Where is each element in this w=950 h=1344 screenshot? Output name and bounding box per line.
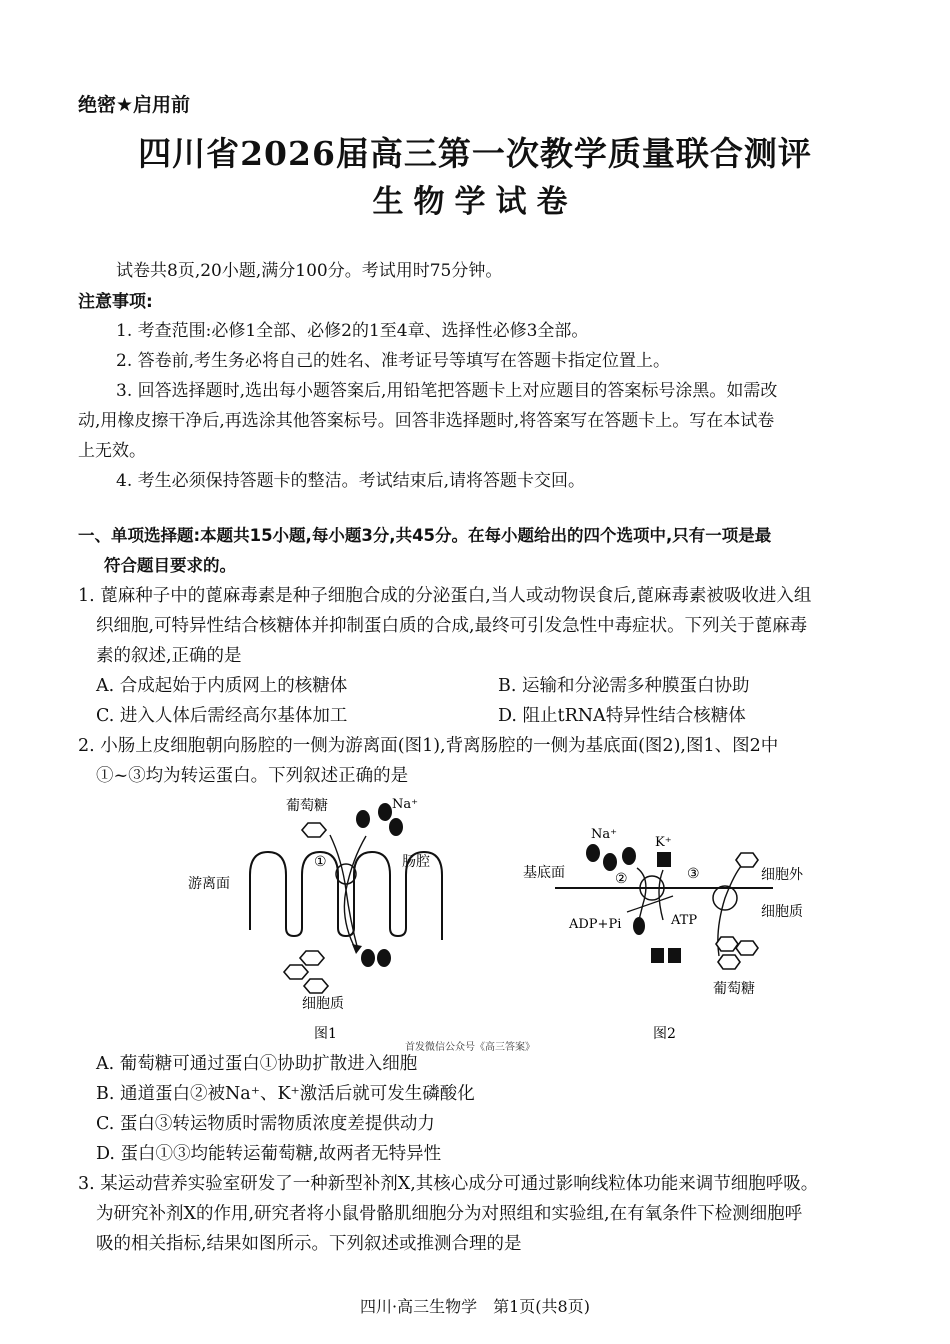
atp-hydrolysis-arrow xyxy=(627,896,673,912)
note-item: 1. 考查范围:必修1全部、必修2的1至4章、选择性必修3全部。 xyxy=(116,321,589,341)
figure-2 xyxy=(515,820,845,1045)
q1-option-c[interactable]: C. 进入人体后需经高尔基体加工 xyxy=(96,706,348,726)
sodium-ion xyxy=(633,917,645,935)
fig1-glucose-label: 葡萄糖 xyxy=(286,798,328,814)
fig2-adp-label: ADP+Pi xyxy=(569,917,622,932)
transporter-1-marker: ① xyxy=(314,854,327,870)
fig2-k-label: K⁺ xyxy=(655,835,672,850)
note-item: 动,用橡皮擦干净后,再选涂其他答案标号。回答非选择题时,将答案写在答题卡上。写在本试卷 xyxy=(78,411,775,431)
figure-2-caption: 图2 xyxy=(653,1026,676,1042)
fig1-lumen-label: 肠腔 xyxy=(402,854,430,870)
glucose-molecule xyxy=(736,941,758,955)
exam-title: 四川省2026届高三第一次教学质量联合测评 xyxy=(138,134,812,173)
glucose-molecule xyxy=(718,955,740,969)
glucose-molecule xyxy=(284,965,308,979)
sodium-ion xyxy=(378,803,392,821)
page-footer: 四川·高三生物学 第1页(共8页) xyxy=(360,1297,590,1316)
fig2-cytoplasm-label: 细胞质 xyxy=(761,904,803,920)
question-2-stem: 2. 小肠上皮细胞朝向肠腔的一侧为游离面(图1),背离肠腔的一侧为基底面(图2),图1、图2中 xyxy=(78,736,779,756)
glucose-molecule xyxy=(736,853,758,867)
transporter-1 xyxy=(336,864,356,884)
transporter-2-marker: ② xyxy=(615,871,628,887)
sodium-ion xyxy=(603,853,617,871)
fig2-basal-surface-label: 基底面 xyxy=(523,865,565,881)
note-item: 3. 回答选择题时,选出每小题答案后,用铅笔把答题卡上对应题目的答案标号涂黑。如需改 xyxy=(116,381,778,401)
exam-subtitle: 生物学试卷 xyxy=(372,184,578,220)
q2-option-b[interactable]: B. 通道蛋白②被Na⁺、K⁺激活后就可发生磷酸化 xyxy=(96,1084,475,1104)
question-3-stem: 吸的相关指标,结果如图所示。下列叙述或推测合理的是 xyxy=(96,1234,522,1254)
q2-option-d[interactable]: D. 蛋白①③均能转运葡萄糖,故两者无特异性 xyxy=(96,1144,442,1164)
sodium-ion xyxy=(586,844,600,862)
fig1-cytoplasm-label: 细胞质 xyxy=(302,996,344,1012)
question-2-stem: ①~③均为转运蛋白。下列叙述正确的是 xyxy=(96,766,409,786)
fig2-outside-label: 细胞外 xyxy=(761,867,803,883)
fig2-atp-label: ATP xyxy=(671,913,698,928)
note-item: 上无效。 xyxy=(78,441,146,461)
figure-1-caption: 图1 xyxy=(314,1026,337,1042)
question-1-stem: 1. 蓖麻种子中的蓖麻毒素是种子细胞合成的分泌蛋白,当人或动物误食后,蓖麻毒素被吸收进入组 xyxy=(78,586,812,606)
potassium-ion xyxy=(651,948,664,963)
sodium-ion xyxy=(389,818,403,836)
section-heading: 一、单项选择题:本题共15小题,每小题3分,共45分。在每小题给出的四个选项中,只有一项是最 xyxy=(78,526,772,545)
glucose-molecule xyxy=(300,951,324,965)
q1-option-b[interactable]: B. 运输和分泌需多种膜蛋白协助 xyxy=(498,676,750,696)
exam-intro: 试卷共8页,20小题,满分100分。考试用时75分钟。 xyxy=(116,261,503,281)
fig2-na-label: Na⁺ xyxy=(591,827,617,842)
glucose-molecule xyxy=(302,823,326,837)
q2-option-c[interactable]: C. 蛋白③转运物质时需物质浓度差提供动力 xyxy=(96,1114,435,1134)
notes-heading: 注意事项: xyxy=(78,292,153,312)
fig2-glucose-label: 葡萄糖 xyxy=(713,981,755,997)
question-3-stem: 为研究补剂X的作用,研究者将小鼠骨骼肌细胞分为对照组和实验组,在有氧条件下检测细胞呼 xyxy=(96,1204,803,1224)
sodium-ion xyxy=(622,847,636,865)
figure-1 xyxy=(180,790,470,1048)
section-heading-cont: 符合题目要求的。 xyxy=(104,556,236,575)
arrowhead xyxy=(352,944,362,954)
sodium-ion xyxy=(356,810,370,828)
q2-option-a[interactable]: A. 葡萄糖可通过蛋白①协助扩散进入细胞 xyxy=(96,1054,418,1074)
q1-option-a[interactable]: A. 合成起始于内质网上的核糖体 xyxy=(96,676,348,696)
question-1-stem: 织细胞,可特异性结合核糖体并抑制蛋白质的合成,最终可引发急性中毒症状。下列关于蓖麻毒 xyxy=(96,616,808,636)
q1-option-d[interactable]: D. 阻止tRNA特异性结合核糖体 xyxy=(498,706,746,726)
potassium-ion xyxy=(668,948,681,963)
question-1-stem: 素的叙述,正确的是 xyxy=(96,646,242,666)
sodium-ion xyxy=(361,949,375,967)
question-3-stem: 3. 某运动营养实验室研发了一种新型补剂X,其核心成分可通过影响线粒体功能来调节细胞呼吸。 xyxy=(78,1174,819,1194)
glucose-molecule xyxy=(304,979,328,993)
note-item: 2. 答卷前,考生务必将自己的姓名、准考证号等填写在答题卡指定位置上。 xyxy=(116,351,671,371)
glucose-molecule xyxy=(716,937,738,951)
potassium-ion xyxy=(657,852,671,867)
confidential-mark: 绝密★启用前 xyxy=(78,94,191,116)
transporter-3-marker: ③ xyxy=(687,866,700,882)
note-item: 4. 考生必须保持答题卡的整洁。考试结束后,请将答题卡交回。 xyxy=(116,471,586,491)
watermark: 首发微信公众号《高三答案》 xyxy=(405,1042,535,1053)
fig1-free-surface-label: 游离面 xyxy=(188,876,230,892)
fig1-na-label: Na⁺ xyxy=(392,797,418,812)
sodium-ion xyxy=(377,949,391,967)
